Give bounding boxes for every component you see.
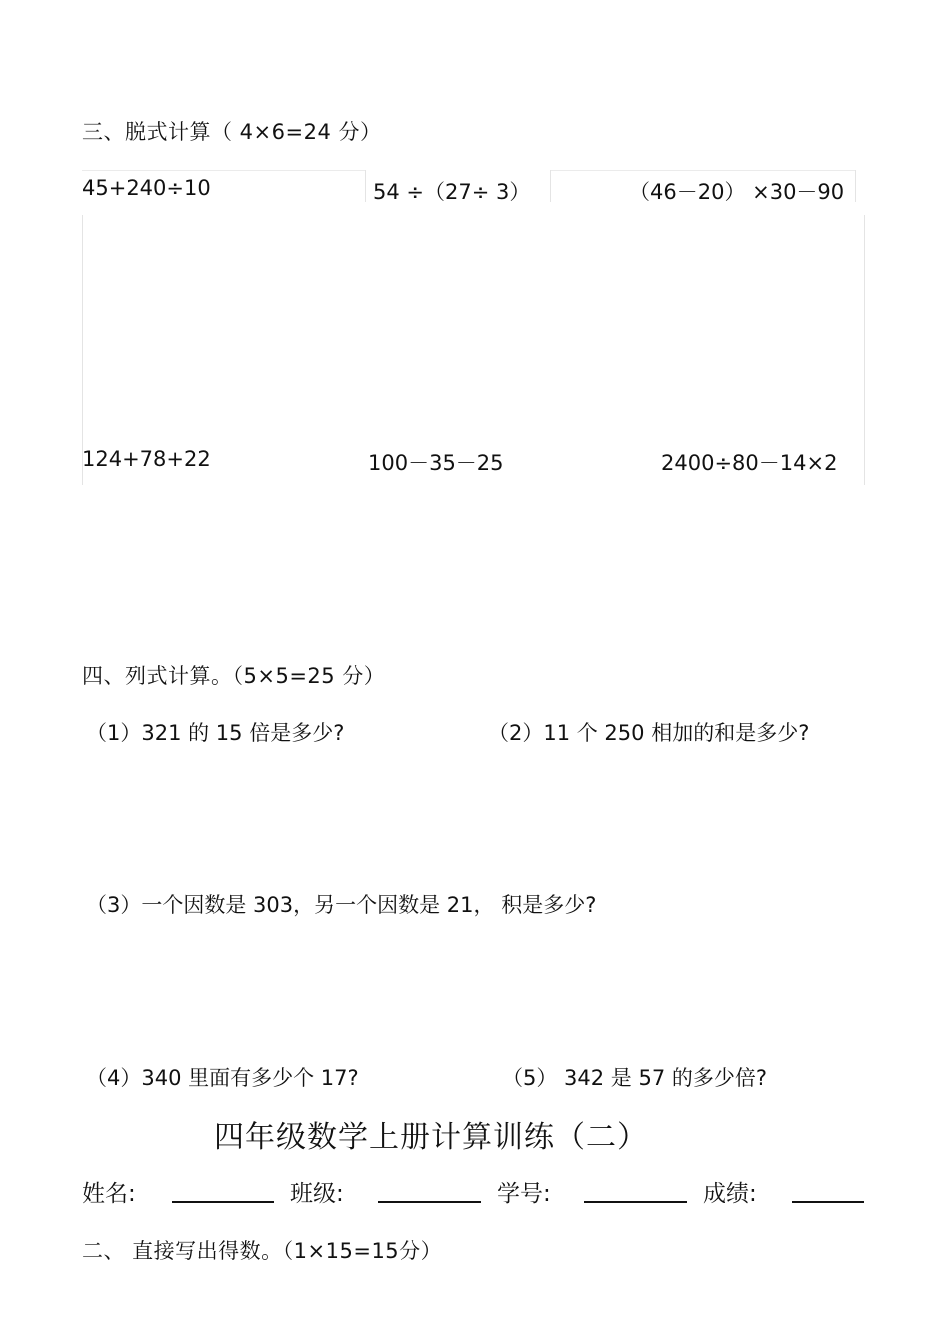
question-5: （5） 342 是 57 的多少倍? [502,1066,768,1090]
question-3: （3）一个因数是 303，另一个因数是 21， 积是多少? [86,893,597,917]
table-line [82,170,365,171]
expr-6: 2400÷80－14×2 [661,451,838,475]
expr-1: 45+240÷10 [82,176,211,200]
score-label: 成绩: [703,1181,757,1207]
table-line [82,215,83,485]
table-line [551,170,856,171]
score-blank [792,1201,864,1203]
expr-3: （46－20） ×30－90 [629,180,845,204]
table-line [864,215,865,485]
table-line [855,170,856,202]
expr-2: 54 ÷（27÷ 3） [373,180,531,204]
name-blank [172,1201,274,1203]
expr-5: 100－35－25 [368,451,504,475]
question-4: （4）340 里面有多少个 17? [86,1066,359,1090]
question-2: （2）11 个 250 相加的和是多少? [488,721,810,745]
student-id-label: 学号: [497,1181,551,1207]
name-label: 姓名: [82,1181,136,1207]
section3-heading: 三、脱式计算（ 4×6=24 分） [82,120,382,144]
table-line [365,170,366,202]
question-1: （1）321 的 15 倍是多少? [86,721,345,745]
student-id-blank [584,1201,687,1203]
section2-heading: 二、 直接写出得数。（1×15=15分） [82,1239,443,1263]
class-label: 班级: [290,1181,344,1207]
class-blank [378,1201,481,1203]
page-title: 四年级数学上册计算训练（二） [214,1120,648,1155]
expr-4: 124+78+22 [82,447,211,471]
section4-heading: 四、列式计算。（5×5=25 分） [82,664,386,688]
table-line [550,170,551,202]
